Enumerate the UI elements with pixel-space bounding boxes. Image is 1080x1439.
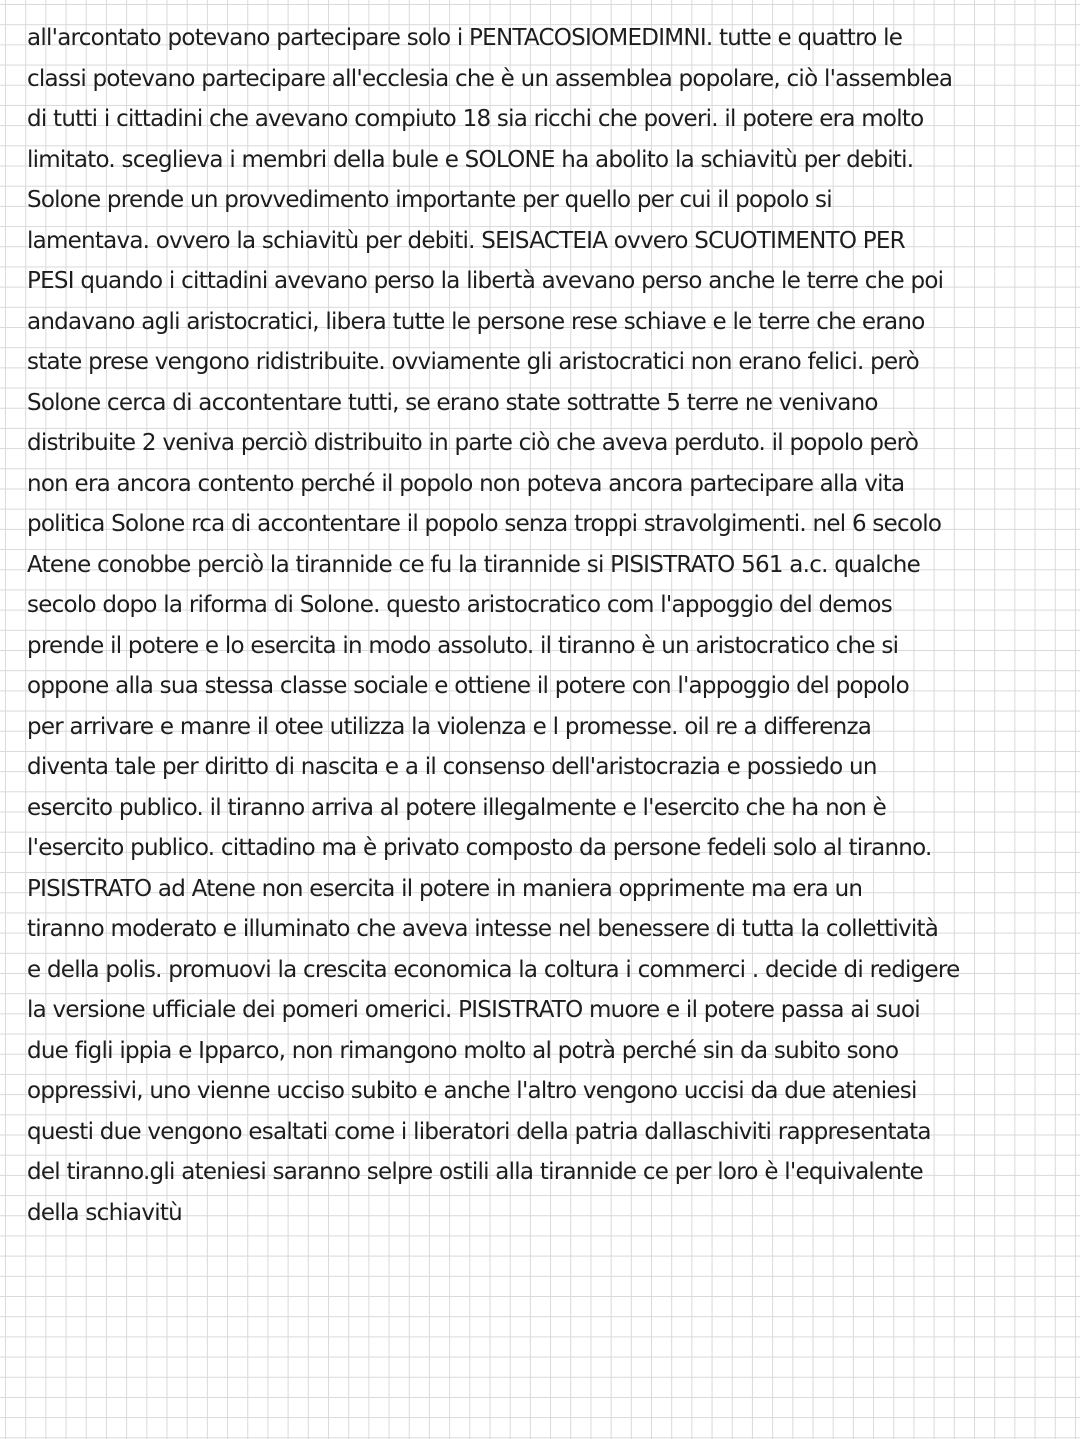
note-line-23: tiranno moderato e illuminato che aveva intesse nel benessere di tutta la collettività (27, 916, 939, 942)
note-line-13: politica Solone rca di accontentare il popolo senza troppi stravolgimenti. nel 6 secolo (27, 511, 942, 537)
note-line-21: l'esercito publico. cittadino ma è privato composto da persone fedeli solo al tiranno. (27, 835, 932, 861)
note-line-2: classi potevano partecipare all'ecclesia che è un assemblea popolare, ciò l'assemblea (27, 65, 953, 92)
note-line-14: Atene conobbe perciò la tirannide ce fu la tirannide si PISISTRATO 561 a.c. qualche (27, 551, 920, 578)
note-line-15: secolo dopo la riforma di Solone. questo aristocratico com l'appoggio del demos (27, 592, 892, 618)
note-line-5: Solone prende un provvedimento importante per quello per cui il popolo si (27, 187, 832, 213)
note-line-30: della schiavitù (27, 1199, 182, 1226)
note-line-12: non era ancora contento perché il popolo non poteva ancora partecipare alla vita (27, 470, 905, 497)
note-line-18: per arrivare e manre il otee utilizza la violenza e l promesse. oil re a differenza (27, 713, 872, 740)
note-line-24: e della polis. promuovi la crescita economica la coltura i commerci . decide di redigere (27, 956, 960, 983)
note-line-25: la versione ufficiale dei pomeri omerici. PISISTRATO muore e il potere passa ai suoi (27, 997, 920, 1023)
note-line-16: prende il potere e lo esercita in modo assoluto. il tiranno è un aristocratico che si (27, 632, 899, 659)
note-line-7: PESI quando i cittadini avevano perso la libertà avevano perso anche le terre che poi (27, 268, 944, 294)
note-line-6: lamentava. ovvero la schiavitù per debiti. SEISACTEIA ovvero SCUOTIMENTO PER (27, 227, 905, 254)
note-line-26: due figli ippia e Ipparco, non rimangono molto al potrà perché sin da subito sono (27, 1037, 899, 1064)
note-line-29: del tiranno.gli ateniesi saranno selpre ostili alla tirannide ce per loro è l'equivalente (27, 1159, 923, 1185)
note-line-27: oppressivi, uno vienne ucciso subito e anche l'altro vengono uccisi da due ateniesi (27, 1078, 917, 1104)
note-line-28: questi due vengono esaltati come i liberatori della patria dallaschiviti rappresentata (27, 1118, 931, 1145)
note-line-20: esercito publico. il tiranno arriva al potere illegalmente e l'esercito che ha non è (27, 794, 887, 821)
note-line-10: Solone cerca di accontentare tutti, se erano state sottratte 5 terre ne venivano (27, 389, 878, 416)
note-line-19: diventa tale per diritto di nascita e a il consenso dell'aristocrazia e possiedo un (27, 754, 877, 780)
note-line-1: all'arcontato potevano partecipare solo i PENTACOSIOMEDIMNI. tutte e quattro le (27, 25, 903, 51)
note-line-22: PISISTRATO ad Atene non esercita il potere in maniera opprimente ma era un (27, 875, 863, 902)
note-line-17: oppone alla sua stessa classe sociale e ottiene il potere con l'appoggio del popolo (27, 673, 909, 699)
note-line-4: limitato. sceglieva i membri della bule e SOLONE ha abolito la schiavitù per debiti. (27, 146, 914, 173)
note-line-9: state prese vengono ridistribuite. ovviamente gli aristocratici non erano felici. però (27, 349, 919, 375)
handwritten-notes (27, 18, 1067, 1233)
note-line-8: andavano agli aristocratici, libera tutte le persone rese schiave e le terre che erano (27, 308, 925, 335)
note-line-3: di tutti i cittadini che avevano compiuto 18 sia ricchi che poveri. il potere era molto (27, 106, 924, 132)
note-line-11: distribuite 2 veniva perciò distribuito in parte ciò che aveva perduto. il popolo però (27, 430, 919, 456)
